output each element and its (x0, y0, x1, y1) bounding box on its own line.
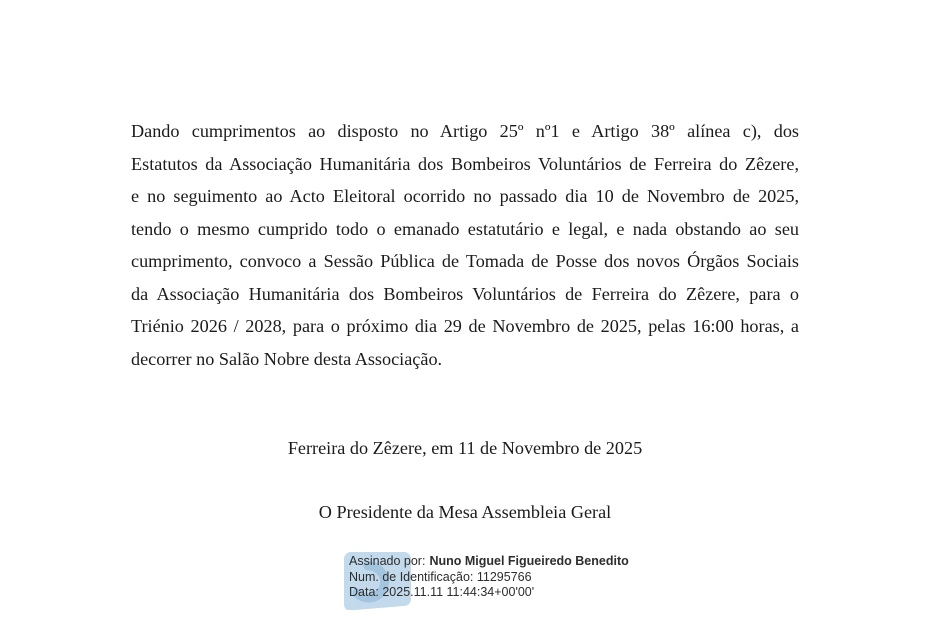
paragraph-line: da Associação Humanitária dos Bombeiros Voluntários de Ferreira do Zêzere, para o (131, 283, 799, 304)
signed-by-label: Assinado por: (349, 554, 426, 568)
signed-by-name: Nuno Miguel Figueiredo Benedito (429, 554, 629, 568)
paragraph-line: e no seguimento ao Acto Eleitoral ocorrido no passado dia 10 de Novembro de 2025, (131, 186, 799, 206)
paragraph-line: Estatutos da Associação Humanitária dos Bombeiros Voluntários de Ferreira do Zêzere, (131, 153, 799, 174)
signature-date-line: Data: 2025.11.11 11:44:34+00'00' (349, 585, 535, 600)
paragraph-line: cumprimento, convoco a Sessão Pública de Tomada de Posse dos novos Órgãos Sociais (131, 251, 799, 271)
paragraph-line: Dando cumprimentos ao disposto no Artigo 25º nº1 e Artigo 38º alínea c), dos (131, 121, 799, 141)
signature-id-line: Num. de Identificação: 11295766 (349, 569, 532, 584)
paragraph-line: tendo o mesmo cumprido todo o emanado estatutário e legal, e nada obstando ao seu (131, 218, 799, 239)
signatory-title: O Presidente da Mesa Assembleia Geral (318, 502, 612, 522)
signature-signed-by-line (349, 554, 629, 570)
paragraph-line: decorrer no Salão Nobre desta Associação. (131, 348, 443, 369)
place-date-line: Ferreira do Zêzere, em 11 de Novembro de 2025 (287, 438, 643, 458)
body-paragraph (131, 115, 799, 375)
paragraph-line: Triénio 2026 / 2028, para o próximo dia 29 de Novembro de 2025, pelas 16:00 horas, a (131, 316, 799, 336)
digital-signature-block (349, 554, 629, 601)
